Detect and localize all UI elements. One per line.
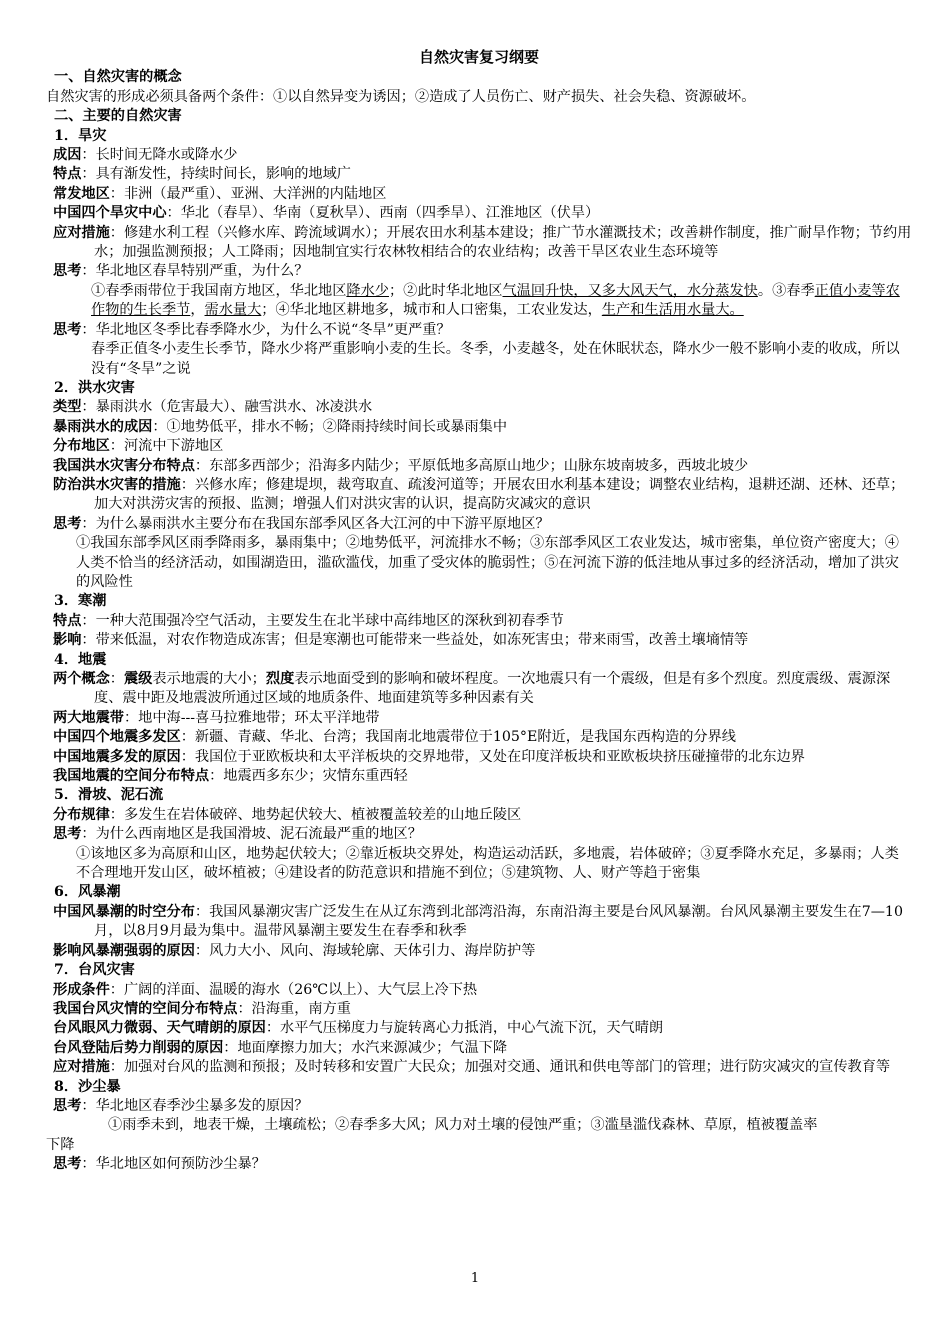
- heading-storm-surge: 6．风暴潮: [54, 884, 121, 901]
- heading-drought: 1．旱灾: [54, 127, 107, 144]
- quake-distribution: 我国地震的空间分布特点：地震西多东少；灾情东重西轻: [53, 768, 408, 785]
- section-heading-main-disasters: 二、主要的自然灾害: [54, 108, 182, 125]
- flood-distribution: 我国洪水灾害分布特点：东部多西部少；沿海多内陆少；平原低地多高原山地少；山脉东坡南坡多，西坡北坡少: [53, 457, 749, 474]
- flood-area: 分布地区：河流中下游地区: [53, 438, 224, 455]
- flood-type: 类型：暴雨洪水（危害最大）、融雪洪水、冰凌洪水: [53, 399, 373, 416]
- typhoon-measures: 应对措施：加强对台风的监测和预报；及时转移和安置广大民众；加强对交通、通讯和供电等部门的管理；进行防灾减灾的宣传教育等: [53, 1059, 891, 1076]
- heading-typhoon: 7．台风灾害: [54, 962, 135, 979]
- section-heading-concept: 一、自然灾害的概念: [54, 69, 182, 86]
- concept-text: 自然灾害的形成必须具备两个条件：①以自然异变为诱因；②造成了人员伤亡、财产损失、社会失稳、资源破坏。: [46, 88, 756, 105]
- typhoon-weaken: 台风登陆后势力削弱的原因：地面摩擦力加大；水汽来源减少；气温下降: [53, 1039, 508, 1056]
- flood-think-answer: ①我国东部季风区雨季降雨多，暴雨集中；②地势低平，河流排水不畅；③东部季风区工农业发达，城市密集，单位资产密度大；④人类不恰当的经济活动，如围湖造田，滥砍滥伐，加重了受灾体的脆弱性；⑤在河流下游的低洼地从事过多的经济活动，增加了洪灾的风险性: [76, 535, 899, 590]
- typhoon-eye: 台风眼风力微弱、天气晴朗的原因：水平气压梯度力与旋转离心力抵消，中心气流下沉，天气晴朗: [53, 1020, 664, 1037]
- drought-cause: 成因：长时间无降水或降水少: [53, 147, 238, 164]
- dust-think1-question: 思考：华北地区春季沙尘暴多发的原因？: [53, 1097, 309, 1114]
- quake-areas: 中国四个地震多发区：新疆、青藏、华北、台湾；我国南北地震带位于105°E附近，是我国东西构造的分界线: [53, 729, 736, 746]
- drought-centers: 中国四个旱灾中心：华北（春旱）、华南（夏秋旱）、西南（四季旱）、江淮地区（伏旱）: [53, 205, 600, 222]
- quake-belts: 两大地震带：地中海---喜马拉雅地带；环太平洋地带: [53, 709, 380, 726]
- heading-landslide: 5．滑坡、泥石流: [54, 787, 164, 804]
- dust-think2-question: 思考：华北地区如何预防沙尘暴？: [53, 1156, 266, 1173]
- dust-think1-answer: ①雨季未到，地表干燥，土壤疏松；②春季多大风；风力对土壤的侵蚀严重；③滥垦滥伐森林、草原，植被覆盖率: [108, 1117, 818, 1134]
- landslide-think-answer: ①该地区多为高原和山区，地势起伏较大；②靠近板块交界处，构造运动活跃，多地震，岩体破碎；③夏季降水充足，多暴雨；人类不合理地开发山区，破坏植被；④建设者的防范意识和措施不到位；⑤建筑物、人、财产等趋于密集: [76, 845, 899, 882]
- quake-reason: 中国地震多发的原因：我国位于亚欧板块和太平洋板块的交界地带，又处在印度洋板块和亚欧板块挤压碰撞带的北东边界: [53, 748, 805, 765]
- drought-measures: 应对措施：修建水利工程（兴修水库、跨流域调水）；开展农田水利基本建设；推广节水灌溉技术；改善耕作制度，推广耐旱作物；节约用水；加强监测预报；人工降雨；因地制宜实行农林牧相结合的农业结构；改善干旱区农业生态环境等: [53, 224, 912, 261]
- landslide-rule: 分布规律：多发生在岩体破碎、地势起伏较大、植被覆盖较差的山地丘陵区: [53, 806, 522, 823]
- cold-effect: 影响：带来低温，对农作物造成冻害；但是寒潮也可能带来一些益处，如冻死害虫；带来雨雪，改善土壤墒情等: [53, 632, 749, 649]
- dust-think1-answer-cont: 下降: [46, 1136, 75, 1153]
- cold-feature: 特点：一种大范围强冷空气活动，主要发生在北半球中高纬地区的深秋到初春季节: [53, 612, 564, 629]
- drought-think1-question: 思考：华北地区春旱特别严重，为什么？: [53, 263, 309, 280]
- drought-think2-question: 思考：华北地区冬季比春季降水少，为什么不说“冬旱”更严重？: [53, 321, 451, 338]
- landslide-think-question: 思考：为什么西南地区是我国滑坡、泥石流最严重的地区？: [53, 826, 422, 843]
- drought-feature: 特点：具有渐发性，持续时间长，影响的地域广: [53, 166, 351, 183]
- document-body: [46, 48, 912, 1175]
- quake-concepts: 两个概念：震级表示地震的大小；烈度表示地面受到的影响和破坏程度。一次地震只有一个震级，但是有多个烈度。烈度震级、震源深度、震中距及地震波所通过区域的地质条件、地面建筑等多种因素有关: [53, 671, 891, 707]
- drought-think2-answer: 春季正值冬小麦生长季节，降水少将严重影响小麦的生长。冬季，小麦越冬，处在休眠状态，降水少一般不影响小麦的收成，所以没有“冬旱”之说: [91, 341, 900, 377]
- flood-measures: 防治洪水灾害的措施：兴修水库；修建堤坝，裁弯取直、疏浚河道等；开展农田水利基本建设；调整农业结构，退耕还湖、还林、还草；加大对洪涝灾害的预报、监测；增强人们对洪灾害的认识，提高防灾减灾的意识: [53, 476, 905, 513]
- surge-time-space: 中国风暴潮的时空分布：我国风暴潮灾害广泛发生在从辽东湾到北部湾沿海，东南沿海主要是台风风暴潮。台风风暴潮主要发生在7—10月，以8月9月最为集中。温带风暴潮主要发生在春季和秋季: [53, 903, 903, 940]
- typhoon-distribution: 我国台风灾情的空间分布特点：沿海重，南方重: [53, 1000, 351, 1017]
- surge-factors: 影响风暴潮强弱的原因：风力大小、风向、海域轮廓、天体引力、海岸防护等: [53, 942, 536, 959]
- flood-think-question: 思考：为什么暴雨洪水主要分布在我国东部季风区各大江河的中下游平原地区？: [53, 515, 550, 532]
- page-number: 1: [470, 1271, 480, 1286]
- drought-think1-answer: ①春季雨带位于我国南方地区，华北地区降水少；②此时华北地区气温回升快，又多大风天气，水分蒸发快。③春季正值小麦等农作物的生长季节，需水量大；④华北地区耕地多，城市和人口密集，工农业发达，生产和生活用水量大。: [91, 282, 900, 319]
- heading-earthquake: 4．地震: [54, 651, 107, 668]
- drought-area: 常发地区：非洲（最严重）、亚洲、大洋洲的内陆地区: [53, 185, 387, 202]
- flood-cause: 暴雨洪水的成因：①地势低平，排水不畅；②降雨持续时间长或暴雨集中: [53, 418, 508, 435]
- document-title: 自然灾害复习纲要: [418, 48, 539, 66]
- heading-dust-storm: 8．沙尘暴: [54, 1078, 121, 1095]
- heading-flood: 2．洪水灾害: [54, 379, 135, 396]
- typhoon-formation: 形成条件：广阔的洋面、温暖的海水（26℃以上）、大气层上冷下热: [53, 981, 478, 998]
- heading-cold-wave: 3．寒潮: [54, 593, 107, 610]
